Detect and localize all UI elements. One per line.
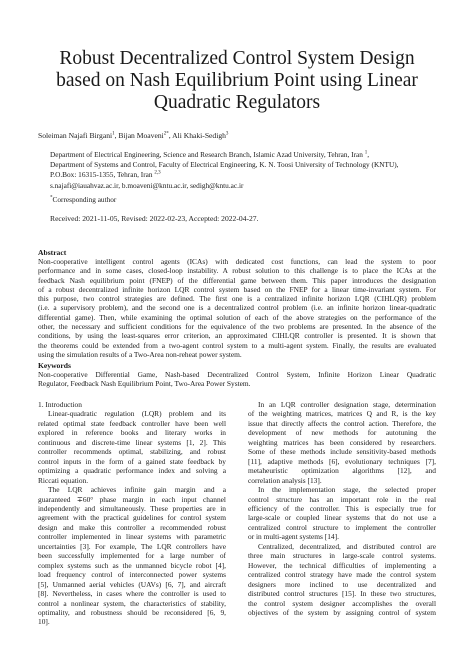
abstract-line: differential game). Then, while examining the optimal solution of each of the above strategies on the performance of the bbox=[38, 312, 436, 322]
abstract-line: the theorems could be extended from a two-agent control system to a multi-agent system. Finally, the results are evaluated bbox=[38, 340, 436, 350]
body-text-line: [8]. Nevertheless, in cases where the controller is used to bbox=[38, 589, 226, 599]
paper-title bbox=[30, 48, 444, 114]
author-name: Soleiman Najafi Birgani bbox=[38, 131, 113, 140]
body-text-line: However, the technical difficulties of implementing a bbox=[248, 560, 436, 570]
affiliation-line bbox=[50, 150, 450, 160]
body-text-line: control structure has an important role in the real bbox=[248, 494, 436, 504]
body-text-line: Some of these methods include sensitivity-based methods bbox=[248, 447, 436, 457]
left-column bbox=[38, 400, 226, 627]
abstract-line: performance and in some cases, closed-loop instability. A robust solution to this challenge is to place the ICAs at the bbox=[38, 266, 436, 276]
abstract-line: using the simulation results of a Two-Area non-reheat power system. bbox=[38, 349, 242, 359]
abstract-line: of a robust decentralized infinite horizon LQR control system based on the FNEP for a linear time-invariant system. For bbox=[38, 284, 436, 294]
body-text-line: In an LQR controller designation stage, determination bbox=[258, 400, 436, 409]
body-text-line: objectives of the system by assigning control of system bbox=[248, 607, 436, 617]
body-text-line: distributed control structures [15]. In these two structures, bbox=[248, 589, 436, 599]
body-text-line: controller recommends optimal, stabilizing, and robust bbox=[38, 447, 226, 457]
corresponding-mark: * bbox=[50, 195, 53, 201]
affiliation-line bbox=[50, 170, 450, 180]
abstract-line: feedback Nash equilibrium point (FNEP) of the differential game between them. This paper introduces the designation bbox=[38, 275, 436, 285]
body-text-line: of the weighting matrices, matrices Q and R, is the key bbox=[248, 409, 436, 419]
body-text-line: control a nonlinear system, the characteristics of stability, bbox=[38, 598, 226, 608]
abstract-heading: Abstract bbox=[38, 248, 67, 257]
body-text-line: explored in reference books and literary works in bbox=[38, 428, 226, 438]
author-emails bbox=[50, 181, 450, 191]
keywords-heading: Keywords bbox=[38, 361, 71, 370]
keywords-body bbox=[38, 370, 436, 389]
received-dates: Received: 2021-11-05, Revised: 2022-02-23, Accepted: 2022-04-27. bbox=[50, 214, 259, 223]
body-text-line: Centralized, decentralized, and distributed control are bbox=[258, 541, 436, 551]
abstract-line: other, the necessary and sufficient conditions for the equivalence of the two problems are presented. In the absence of the bbox=[38, 322, 436, 332]
body-text-line: optimality, and robustness should be reconsidered [6, 9, bbox=[38, 607, 226, 617]
abstract-line: (i.e. a supervisory problem), and the second one is a decentralized control problem (i.e. an infinite horizon linear-quadratic bbox=[38, 303, 436, 313]
body-text-line: Linear-quadratic regulation (LQR) problem and its bbox=[48, 409, 226, 419]
author-affil-mark: 1 bbox=[112, 131, 115, 137]
affiliation-text: Department of Systems and Control, Faculty of Electrical Engineering, K. N. Toosi University of Technology (KNTU), bbox=[50, 160, 399, 170]
body-text-line: continuous and discrete-time linear systems [1, 2]. This bbox=[38, 437, 226, 447]
body-text-line: uncertainties [3]. For example, The LQR controllers have bbox=[38, 541, 226, 551]
body-text-line: metaheuristic optimization algorithms [12], and bbox=[248, 466, 436, 476]
body-text-line: 10]. bbox=[38, 617, 50, 627]
body-text-line: or in multi-agent systems [14]. bbox=[248, 532, 339, 542]
body-text-line: [11], adaptive methods [6], evolutionary techniques [7], bbox=[248, 456, 436, 466]
body-text-line: weighting matrices has been considered by researchers. bbox=[248, 437, 436, 447]
affiliations bbox=[50, 150, 450, 191]
body-text-line: development of new methods for autotuning the bbox=[248, 428, 436, 438]
title-line: Quadratic Regulators bbox=[153, 92, 321, 113]
body-text-line: In the implementation stage, the selected proper bbox=[258, 485, 436, 495]
body-text-line: centralized control strategy have made the control system bbox=[248, 570, 436, 580]
body-text-line: The LQR achieves infinite gain margin and a bbox=[48, 485, 226, 495]
corresponding-text: Corresponding author bbox=[52, 195, 117, 204]
body-text-line: designers more inclined to use decentralized and bbox=[248, 579, 436, 589]
body-text-line: guaranteed ∓60° phase margin in each input channel bbox=[38, 494, 226, 504]
right-column bbox=[248, 400, 436, 617]
author-affil-mark: 3 bbox=[225, 131, 229, 137]
abstract-line: this purpose, two control strategies are defined. The first one is a centralized infinite horizon LQR (CIHLQR) problem bbox=[38, 294, 436, 304]
author-affil-mark: 2* bbox=[163, 131, 169, 137]
body-text-line: centralized control structure to implement the controller bbox=[248, 522, 436, 532]
body-text-line: issue that directly affects the control action. Therefore, the bbox=[248, 418, 436, 428]
keywords-line: Non-cooperative Differential Game, Nash-based Decentralized Control System, Infinite Horizon Linear Quadratic bbox=[38, 370, 436, 379]
abstract-line: Non-cooperative intelligent control agents (ICAs) with dedicated cost functions, can lead the system to poor bbox=[38, 257, 436, 266]
body-text-line: been successfully implemented for a large number of bbox=[38, 551, 226, 561]
body-text-line: related optimal state feedback controller have been well bbox=[38, 418, 226, 428]
body-text-line: correlation analysis [13]. bbox=[248, 475, 322, 485]
author-list bbox=[38, 131, 228, 140]
abstract-line: conditions, by using the least-squares error criterion, an approximated CIHLQR controller is presented. It is shown that bbox=[38, 331, 436, 341]
keywords-line: Regulator, Feedback Nash Equilibrium Point, Two-Area Power System. bbox=[38, 379, 251, 389]
author-name: , Ali Khaki-Sedigh bbox=[168, 131, 226, 140]
body-text-line: control inputs in the form of a gained state feedback by bbox=[38, 456, 226, 466]
author-name: , Bijan Moaveni bbox=[114, 131, 164, 140]
body-text-line: optimizing a quadratic performance index and solving a bbox=[38, 466, 226, 476]
affiliation-text: P.O.Box: 16315-1355, Tehran, Iran bbox=[50, 170, 155, 180]
abstract-body bbox=[38, 257, 436, 359]
section-heading-introduction: 1. Introduction bbox=[38, 400, 82, 409]
corresponding-author-note bbox=[50, 195, 116, 204]
body-text-line: load frequency control of interconnected power systems bbox=[38, 570, 226, 580]
body-text-line: large-scale or coupled linear systems that do not use a bbox=[248, 513, 436, 523]
body-text-line: [5], Unmanned aerial vehicles (UAVs) [6, 7], and aircraft bbox=[38, 579, 226, 589]
body-text-line: three main structures in large-scale control systems. bbox=[248, 551, 436, 561]
title-line: Robust Decentralized Control System Design bbox=[59, 48, 415, 69]
body-text-line: the control system designer accomplishes the overall bbox=[248, 598, 436, 608]
affil-mark: 2,3 bbox=[154, 170, 161, 176]
body-text-line: efficiency of the controller. This is especially true for bbox=[248, 503, 436, 513]
title-line: based on Nash Equilibrium Point using Linear bbox=[56, 70, 418, 91]
body-text-line: independently and simultaneously. These properties are in bbox=[38, 503, 226, 513]
body-text-line: design and make this controller a recommended robust bbox=[38, 522, 226, 532]
body-text-line: agreement with the practical guidelines for control system bbox=[38, 513, 226, 523]
body-text-line: complex systems such as the unmanned bicycle robot [4], bbox=[38, 560, 226, 570]
affil-mark: 1 bbox=[364, 150, 368, 156]
email-list: s.najafi@iauahvaz.ac.ir, b.moaveni@kntu.ac.ir, sedigh@kntu.ac.ir bbox=[50, 180, 244, 190]
affiliation-line bbox=[50, 160, 450, 170]
body-text-line: Riccati equation. bbox=[38, 475, 89, 485]
body-text-line: controller implemented in linear systems with parametric bbox=[38, 532, 226, 542]
affiliation-text: Department of Electrical Engineering, Science and Research Branch, Islamic Azad University, Tehran, Iran bbox=[50, 150, 365, 159]
affiliation-tail: , bbox=[367, 150, 370, 159]
